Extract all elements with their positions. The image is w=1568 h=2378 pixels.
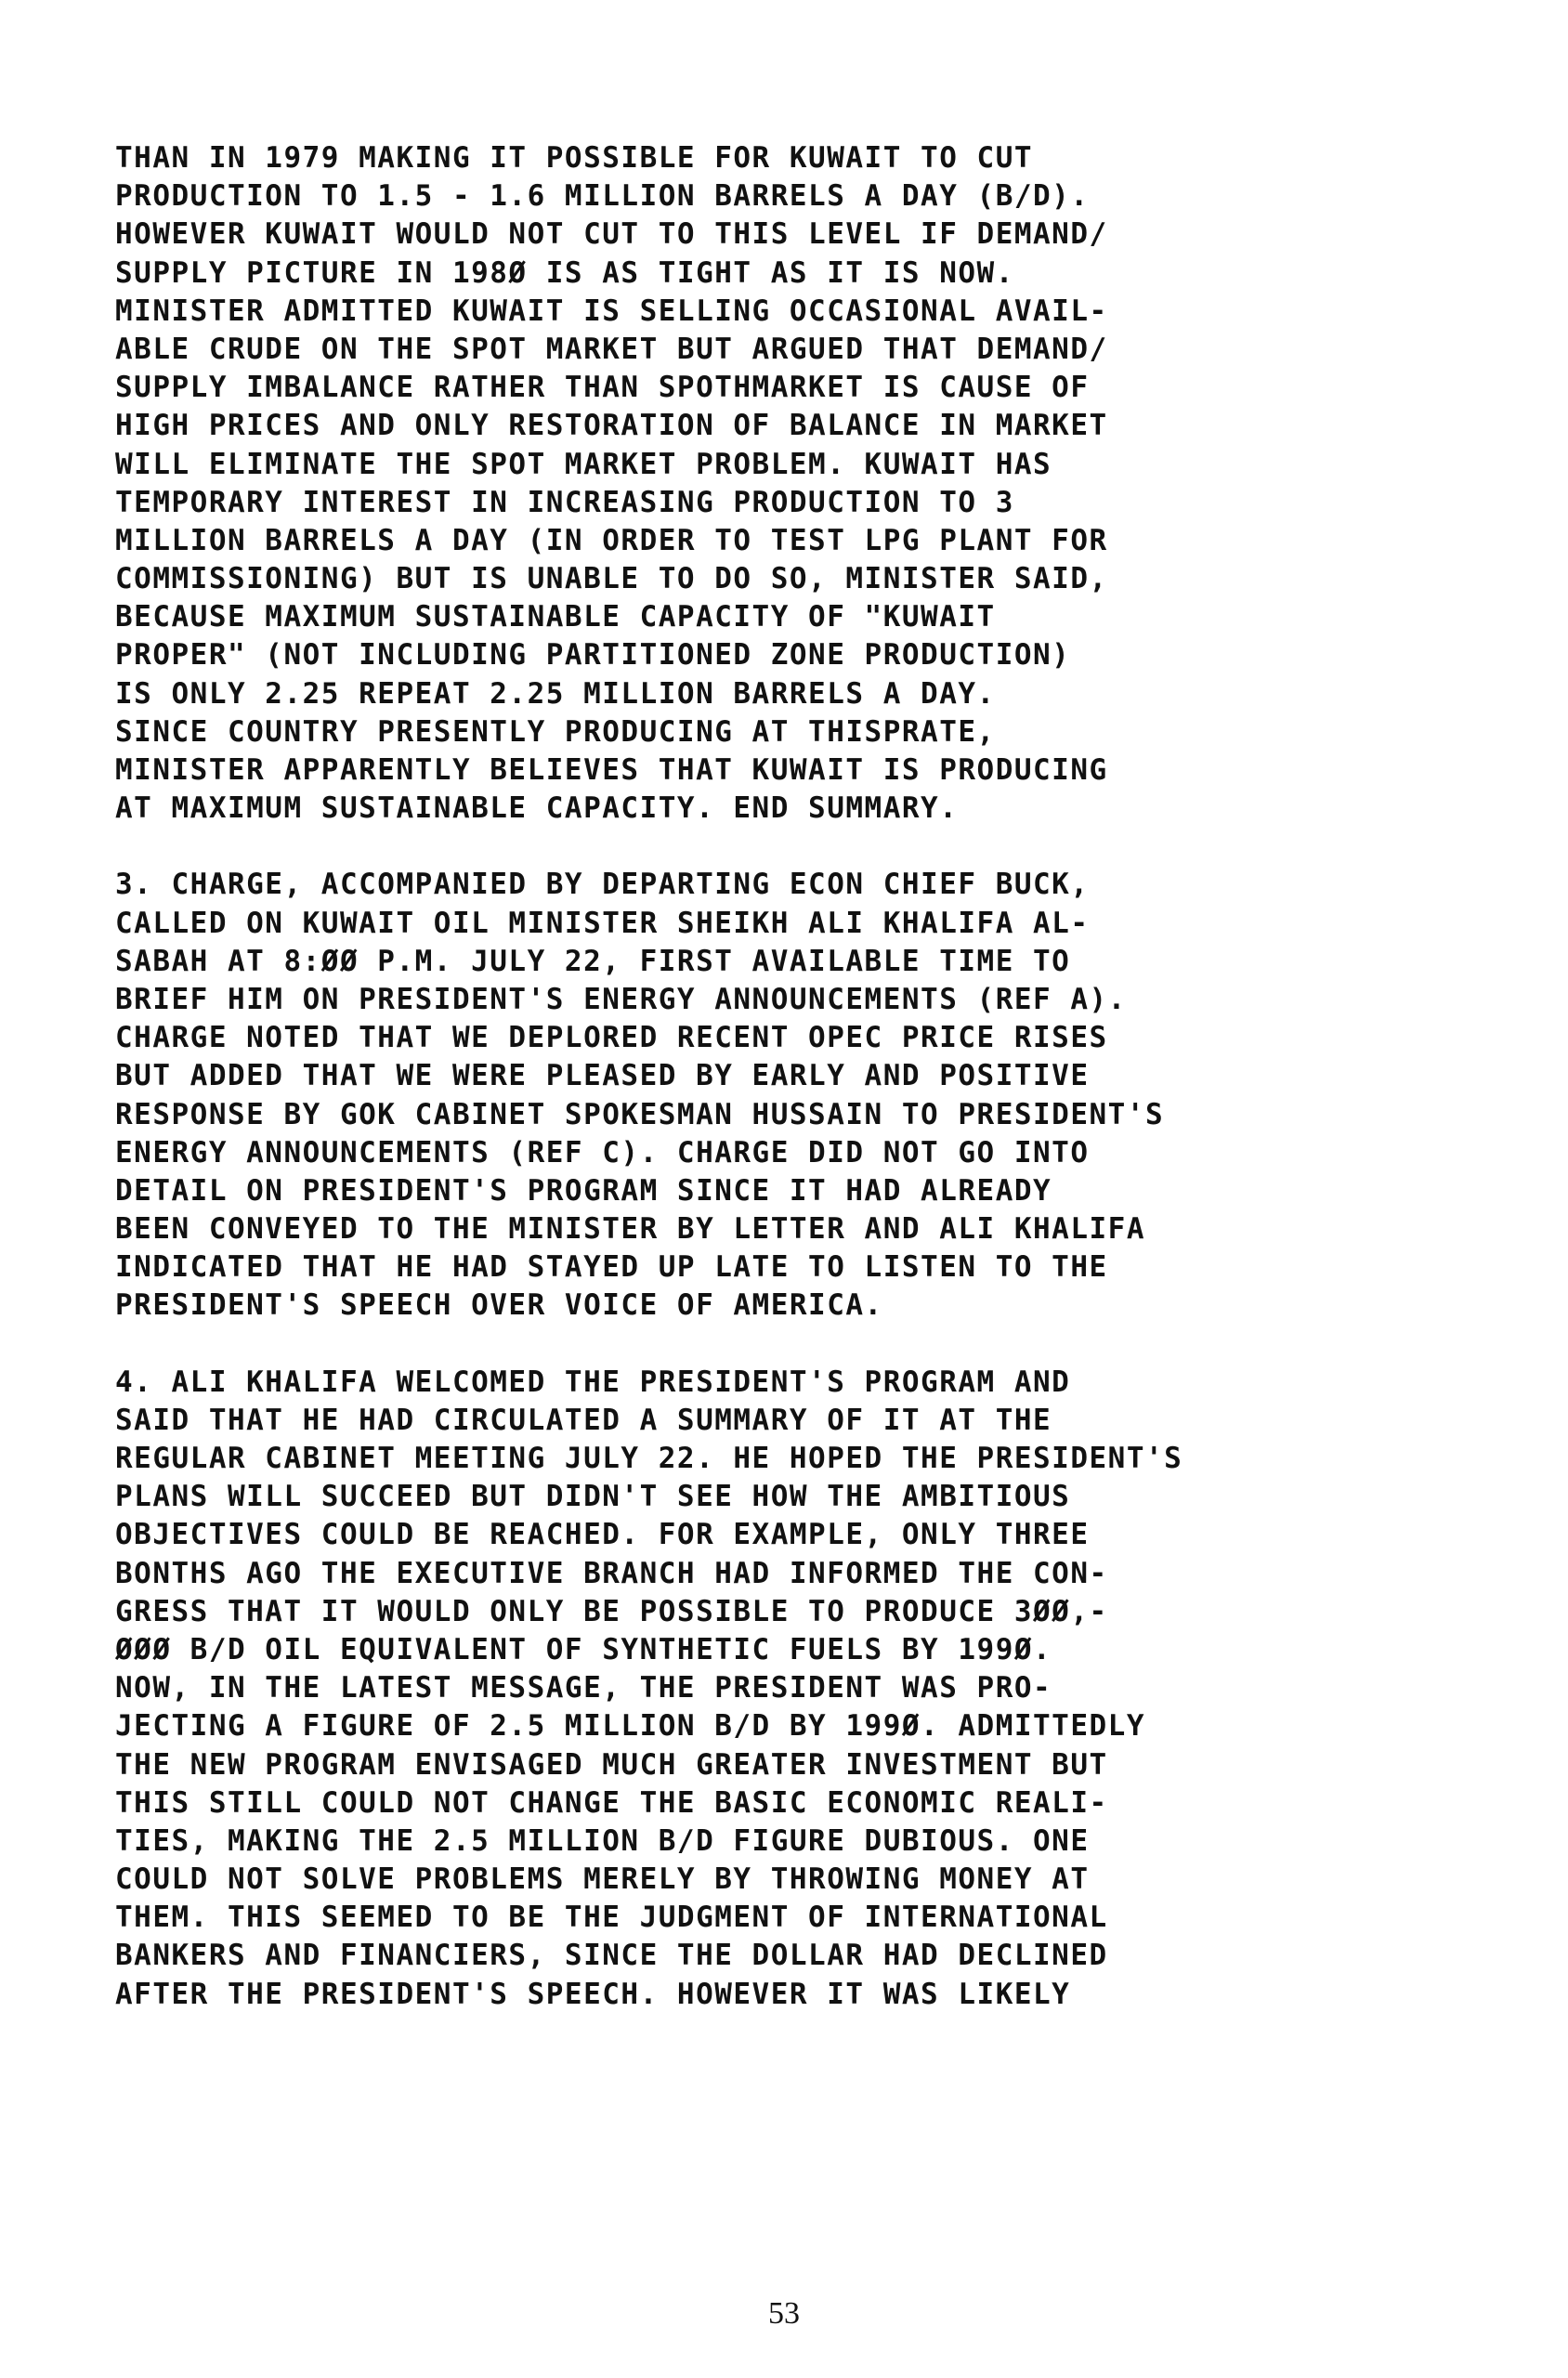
text-line: BEEN CONVEYED TO THE MINISTER BY LETTER AND ALI KHALIFA [115,1212,1145,1247]
text-line: 4. ALI KHALIFA WELCOMED THE PRESIDENT'S PROGRAM AND [115,1365,1071,1399]
text-line: THIS STILL COULD NOT CHANGE THE BASIC ECONOMIC REALI- [115,1785,1108,1820]
text-line: RESPONSE BY GOK CABINET SPOKESMAN HUSSAIN TO PRESIDENT'S [115,1097,1165,1131]
text-line: MINISTER APPARENTLY BELIEVES THAT KUWAIT IS PRODUCING [115,753,1108,787]
text-line: COULD NOT SOLVE PROBLEMS MERELY BY THROWING MONEY AT [115,1862,1090,1897]
text-line: DETAIL ON PRESIDENT'S PROGRAM SINCE IT HAD ALREADY [115,1173,1052,1208]
text-line: BECAUSE MAXIMUM SUSTAINABLE CAPACITY OF "KUWAIT [115,600,996,634]
telegram-body [115,139,1444,2052]
text-line: IS ONLY 2.25 REPEAT 2.25 MILLION BARRELS A DAY. [115,676,996,711]
text-line: AT MAXIMUM SUSTAINABLE CAPACITY. END SUMMARY. [115,791,959,826]
text-line: OBJECTIVES COULD BE REACHED. FOR EXAMPLE, ONLY THREE [115,1518,1090,1552]
text-line: INDICATED THAT HE HAD STAYED UP LATE TO LISTEN TO THE [115,1250,1108,1285]
text-line: REGULAR CABINET MEETING JULY 22. HE HOPED THE PRESIDENT'S [115,1442,1183,1475]
text-line: CALLED ON KUWAIT OIL MINISTER SHEIKH ALI KHALIFA AL- [115,906,1090,940]
paragraph-1 [115,139,1444,828]
text-line: SINCE COUNTRY PRESENTLY PRODUCING AT THISPRATE, [115,714,996,749]
text-line: PRESIDENT'S SPEECH OVER VOICE OF AMERICA. [115,1288,883,1323]
text-line: SAID THAT HE HAD CIRCULATED A SUMMARY OF IT AT THE [115,1403,1052,1437]
text-line: TEMPORARY INTEREST IN INCREASING PRODUCTION TO 3 [115,485,1014,519]
text-line: SABAH AT 8:ØØ P.M. JULY 22, FIRST AVAILABLE TIME TO [115,944,1071,978]
text-line: 3. CHARGE, ACCOMPANIED BY DEPARTING ECON CHIEF BUCK, [115,868,1090,902]
text-line: WILL ELIMINATE THE SPOT MARKET PROBLEM. KUWAIT HAS [115,447,1052,481]
text-line: HIGH PRICES AND ONLY RESTORATION OF BALANCE IN MARKET [115,409,1108,443]
text-line: ØØØ B/D OIL EQUIVALENT OF SYNTHETIC FUELS BY 199Ø. [115,1632,1052,1666]
text-line: NOW, IN THE LATEST MESSAGE, THE PRESIDENT WAS PRO- [115,1671,1052,1705]
text-line: MILLION BARRELS A DAY (IN ORDER TO TEST LPG PLANT FOR [115,523,1108,557]
text-line: BRIEF HIM ON PRESIDENT'S ENERGY ANNOUNCEMENTS (REF A). [115,982,1127,1016]
text-line: THAN IN 1979 MAKING IT POSSIBLE FOR KUWAIT TO CUT [115,141,1034,175]
paragraph-3 [115,1364,1444,2014]
text-line: COMMISSIONING) BUT IS UNABLE TO DO SO, MINISTER SAID, [115,562,1108,596]
paragraph-2 [115,866,1444,1325]
text-line: TIES, MAKING THE 2.5 MILLION B/D FIGURE DUBIOUS. ONE [115,1823,1090,1858]
page-number: 53 [768,2296,800,2331]
text-line: THE NEW PROGRAM ENVISAGED MUCH GREATER INVESTMENT BUT [115,1747,1108,1782]
text-line: PRODUCTION TO 1.5 - 1.6 MILLION BARRELS A DAY (B/D). [115,179,1090,214]
text-line: PROPER" (NOT INCLUDING PARTITIONED ZONE PRODUCTION) [115,638,1071,673]
text-line: HOWEVER KUWAIT WOULD NOT CUT TO THIS LEVEL IF DEMAND/ [115,217,1108,252]
text-line: AFTER THE PRESIDENT'S SPEECH. HOWEVER IT WAS LIKELY [115,1977,1071,2011]
text-line: MINISTER ADMITTED KUWAIT IS SELLING OCCASIONAL AVAIL- [115,294,1108,328]
text-line: ABLE CRUDE ON THE SPOT MARKET BUT ARGUED THAT DEMAND/ [115,332,1108,366]
text-line: BANKERS AND FINANCIERS, SINCE THE DOLLAR HAD DECLINED [115,1939,1108,1973]
text-line: GRESS THAT IT WOULD ONLY BE POSSIBLE TO PRODUCE 3ØØ,- [115,1594,1108,1628]
text-line: THEM. THIS SEEMED TO BE THE JUDGMENT OF INTERNATIONAL [115,1901,1108,1935]
text-line: PLANS WILL SUCCEED BUT DIDN'T SEE HOW THE AMBITIOUS [115,1480,1071,1514]
text-line: SUPPLY PICTURE IN 198Ø IS AS TIGHT AS IT IS NOW. [115,255,1014,290]
text-line: SUPPLY IMBALANCE RATHER THAN SPOTHMARKET IS CAUSE OF [115,371,1090,405]
text-line: BONTHS AGO THE EXECUTIVE BRANCH HAD INFORMED THE CON- [115,1556,1108,1590]
text-line: BUT ADDED THAT WE WERE PLEASED BY EARLY AND POSITIVE [115,1059,1090,1093]
text-line: JECTING A FIGURE OF 2.5 MILLION B/D BY 199Ø. ADMITTEDLY [115,1709,1145,1744]
text-line: ENERGY ANNOUNCEMENTS (REF C). CHARGE DID NOT GO INTO [115,1135,1090,1169]
text-line: CHARGE NOTED THAT WE DEPLORED RECENT OPEC PRICE RISES [115,1021,1108,1055]
